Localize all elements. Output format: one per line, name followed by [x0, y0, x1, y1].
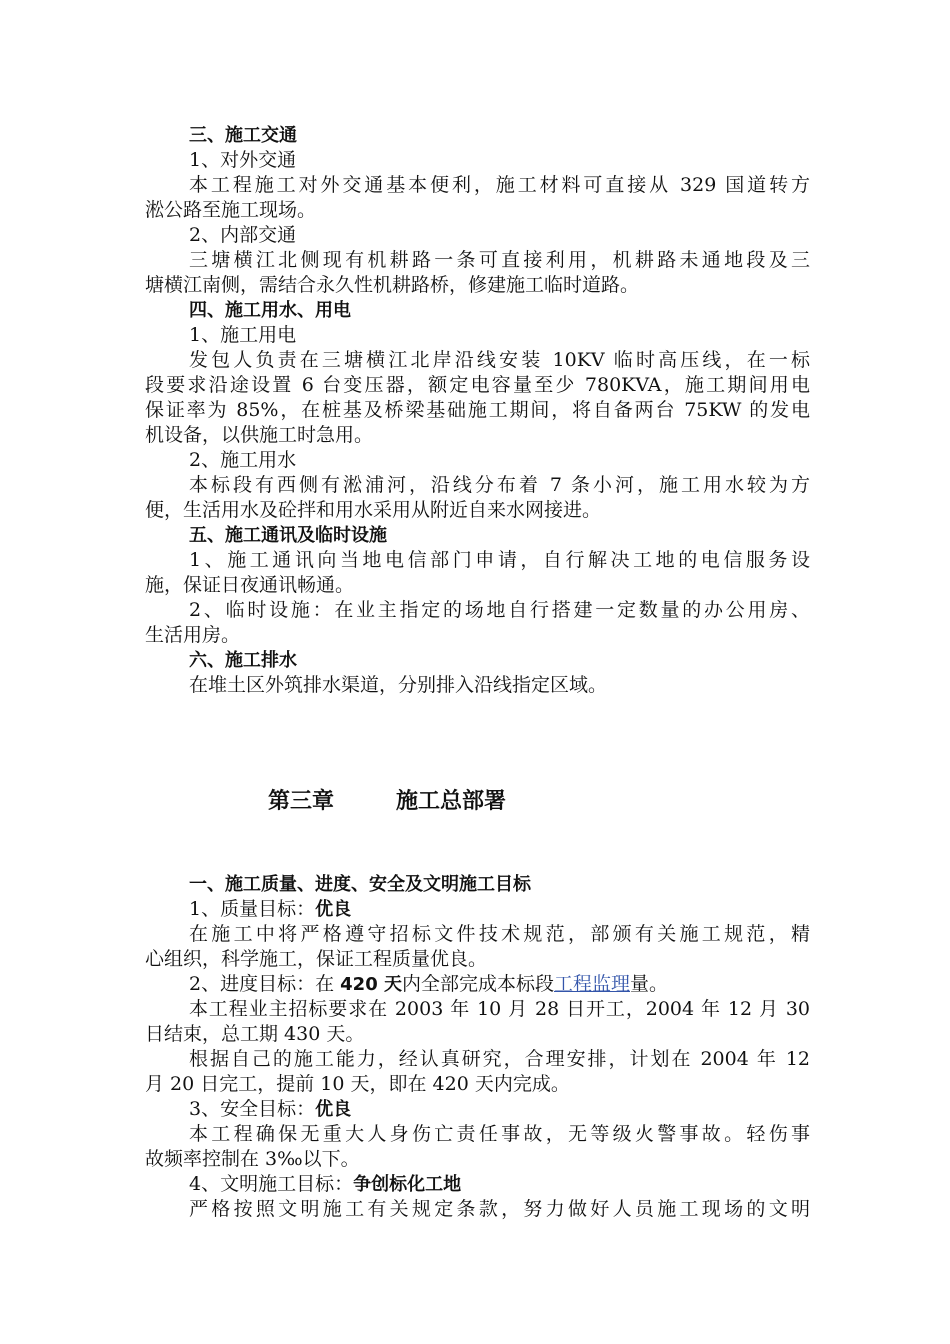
heading-targets: 一、施工质量、进度、安全及文明施工目标	[189, 874, 531, 895]
paragraph-line: 发包人负责在三塘横江北岸沿线安装 10KV 临时高压线，在一标	[189, 349, 810, 371]
paragraph-line: 2、临时设施：在业主指定的场地自行搭建一定数量的办公用房、	[189, 599, 810, 621]
schedule-target	[145, 972, 810, 997]
safety-target-label: 3、安全目标：	[189, 1098, 316, 1120]
paragraph-line: 施，保证日夜通讯畅通。	[145, 574, 355, 596]
heading-water-power: 四、施工用水、用电	[189, 300, 351, 321]
paragraph-line: 本工程业主招标要求在 2003 年 10 月 28 日开工，2004 年 12 月 30	[189, 998, 810, 1020]
civilized-target	[145, 1172, 810, 1197]
paragraph-line: 在堆土区外筑排水渠道，分别排入沿线指定区域。	[189, 674, 608, 696]
quality-target	[145, 897, 810, 922]
subheading-water: 2、施工用水	[189, 449, 297, 471]
paragraph-line: 日结束，总工期 430 天。	[145, 1023, 365, 1045]
paragraph-line: 在施工中将严格遵守招标文件技术规范，部颁有关施工规范，精	[189, 923, 810, 945]
civilized-target-value: 争创标化工地	[353, 1174, 462, 1195]
paragraph-line: 心组织，科学施工，保证工程质量优良。	[145, 948, 488, 970]
chapter-name: 施工总部署	[396, 789, 507, 814]
subheading-internal-traffic: 2、内部交通	[189, 224, 297, 246]
paragraph-line: 三塘横江北侧现有机耕路一条可直接利用，机耕路未通地段及三	[189, 249, 810, 271]
chapter-number: 第三章	[268, 789, 335, 814]
paragraph-line: 本工程确保无重大人身伤亡责任事故，无等级火警事故。轻伤事	[189, 1123, 810, 1145]
paragraph-line: 便，生活用水及砼拌和用水采用从附近自来水网接进。	[145, 499, 602, 521]
chapter-title	[268, 784, 506, 815]
paragraph-line: 本标段有西侧有淞浦河，沿线分布着 7 条小河，施工用水较为方	[189, 474, 810, 496]
engineering-supervision-link[interactable]: 工程监理	[554, 973, 631, 995]
schedule-target-text: 内全部完成本标段	[401, 973, 554, 995]
paragraph-line: 淞公路至施工现场。	[145, 199, 317, 221]
heading-traffic: 三、施工交通	[189, 125, 297, 146]
quality-target-value: 优良	[315, 899, 352, 920]
paragraph-line: 保证率为 85%，在桩基及桥梁基础施工期间，将自备两台 75KW 的发电	[145, 399, 810, 421]
quality-target-label: 1、质量目标：	[189, 898, 316, 920]
subheading-power: 1、施工用电	[189, 324, 297, 346]
schedule-target-label: 2、进度目标：在	[189, 973, 341, 995]
paragraph-line: 塘横江南侧，需结合永久性机耕路桥，修建施工临时道路。	[145, 274, 640, 296]
schedule-target-value: 420 天	[340, 974, 402, 995]
paragraph-line: 本工程施工对外交通基本便利，施工材料可直接从 329 国道转方	[189, 174, 810, 196]
paragraph-line: 月 20 日完工，提前 10 天，即在 420 天内完成。	[145, 1073, 570, 1095]
safety-target	[145, 1097, 810, 1122]
schedule-target-end: 量。	[630, 973, 669, 995]
paragraph-line: 机设备，以供施工时急用。	[145, 424, 374, 446]
heading-comms-facilities: 五、施工通讯及临时设施	[189, 525, 387, 546]
paragraph-line: 1、施工通讯向当地电信部门申请，自行解决工地的电信服务设	[189, 549, 810, 571]
heading-drainage: 六、施工排水	[189, 650, 297, 671]
paragraph-line: 生活用房。	[145, 624, 241, 646]
paragraph-line: 根据自己的施工能力，经认真研究，合理安排，计划在 2004 年 12	[189, 1048, 810, 1070]
safety-target-value: 优良	[315, 1099, 352, 1120]
section-targets	[145, 872, 810, 1222]
section-construction-logistics	[145, 123, 810, 698]
paragraph-line: 严格按照文明施工有关规定条款，努力做好人员施工现场的文明	[189, 1198, 810, 1220]
subheading-external-traffic: 1、对外交通	[189, 149, 297, 171]
civilized-target-label: 4、文明施工目标：	[189, 1173, 354, 1195]
paragraph-line: 故频率控制在 3‰以下。	[145, 1148, 360, 1170]
paragraph-line: 段要求沿途设置 6 台变压器，额定电容量至少 780KVA，施工期间用电	[145, 374, 810, 396]
